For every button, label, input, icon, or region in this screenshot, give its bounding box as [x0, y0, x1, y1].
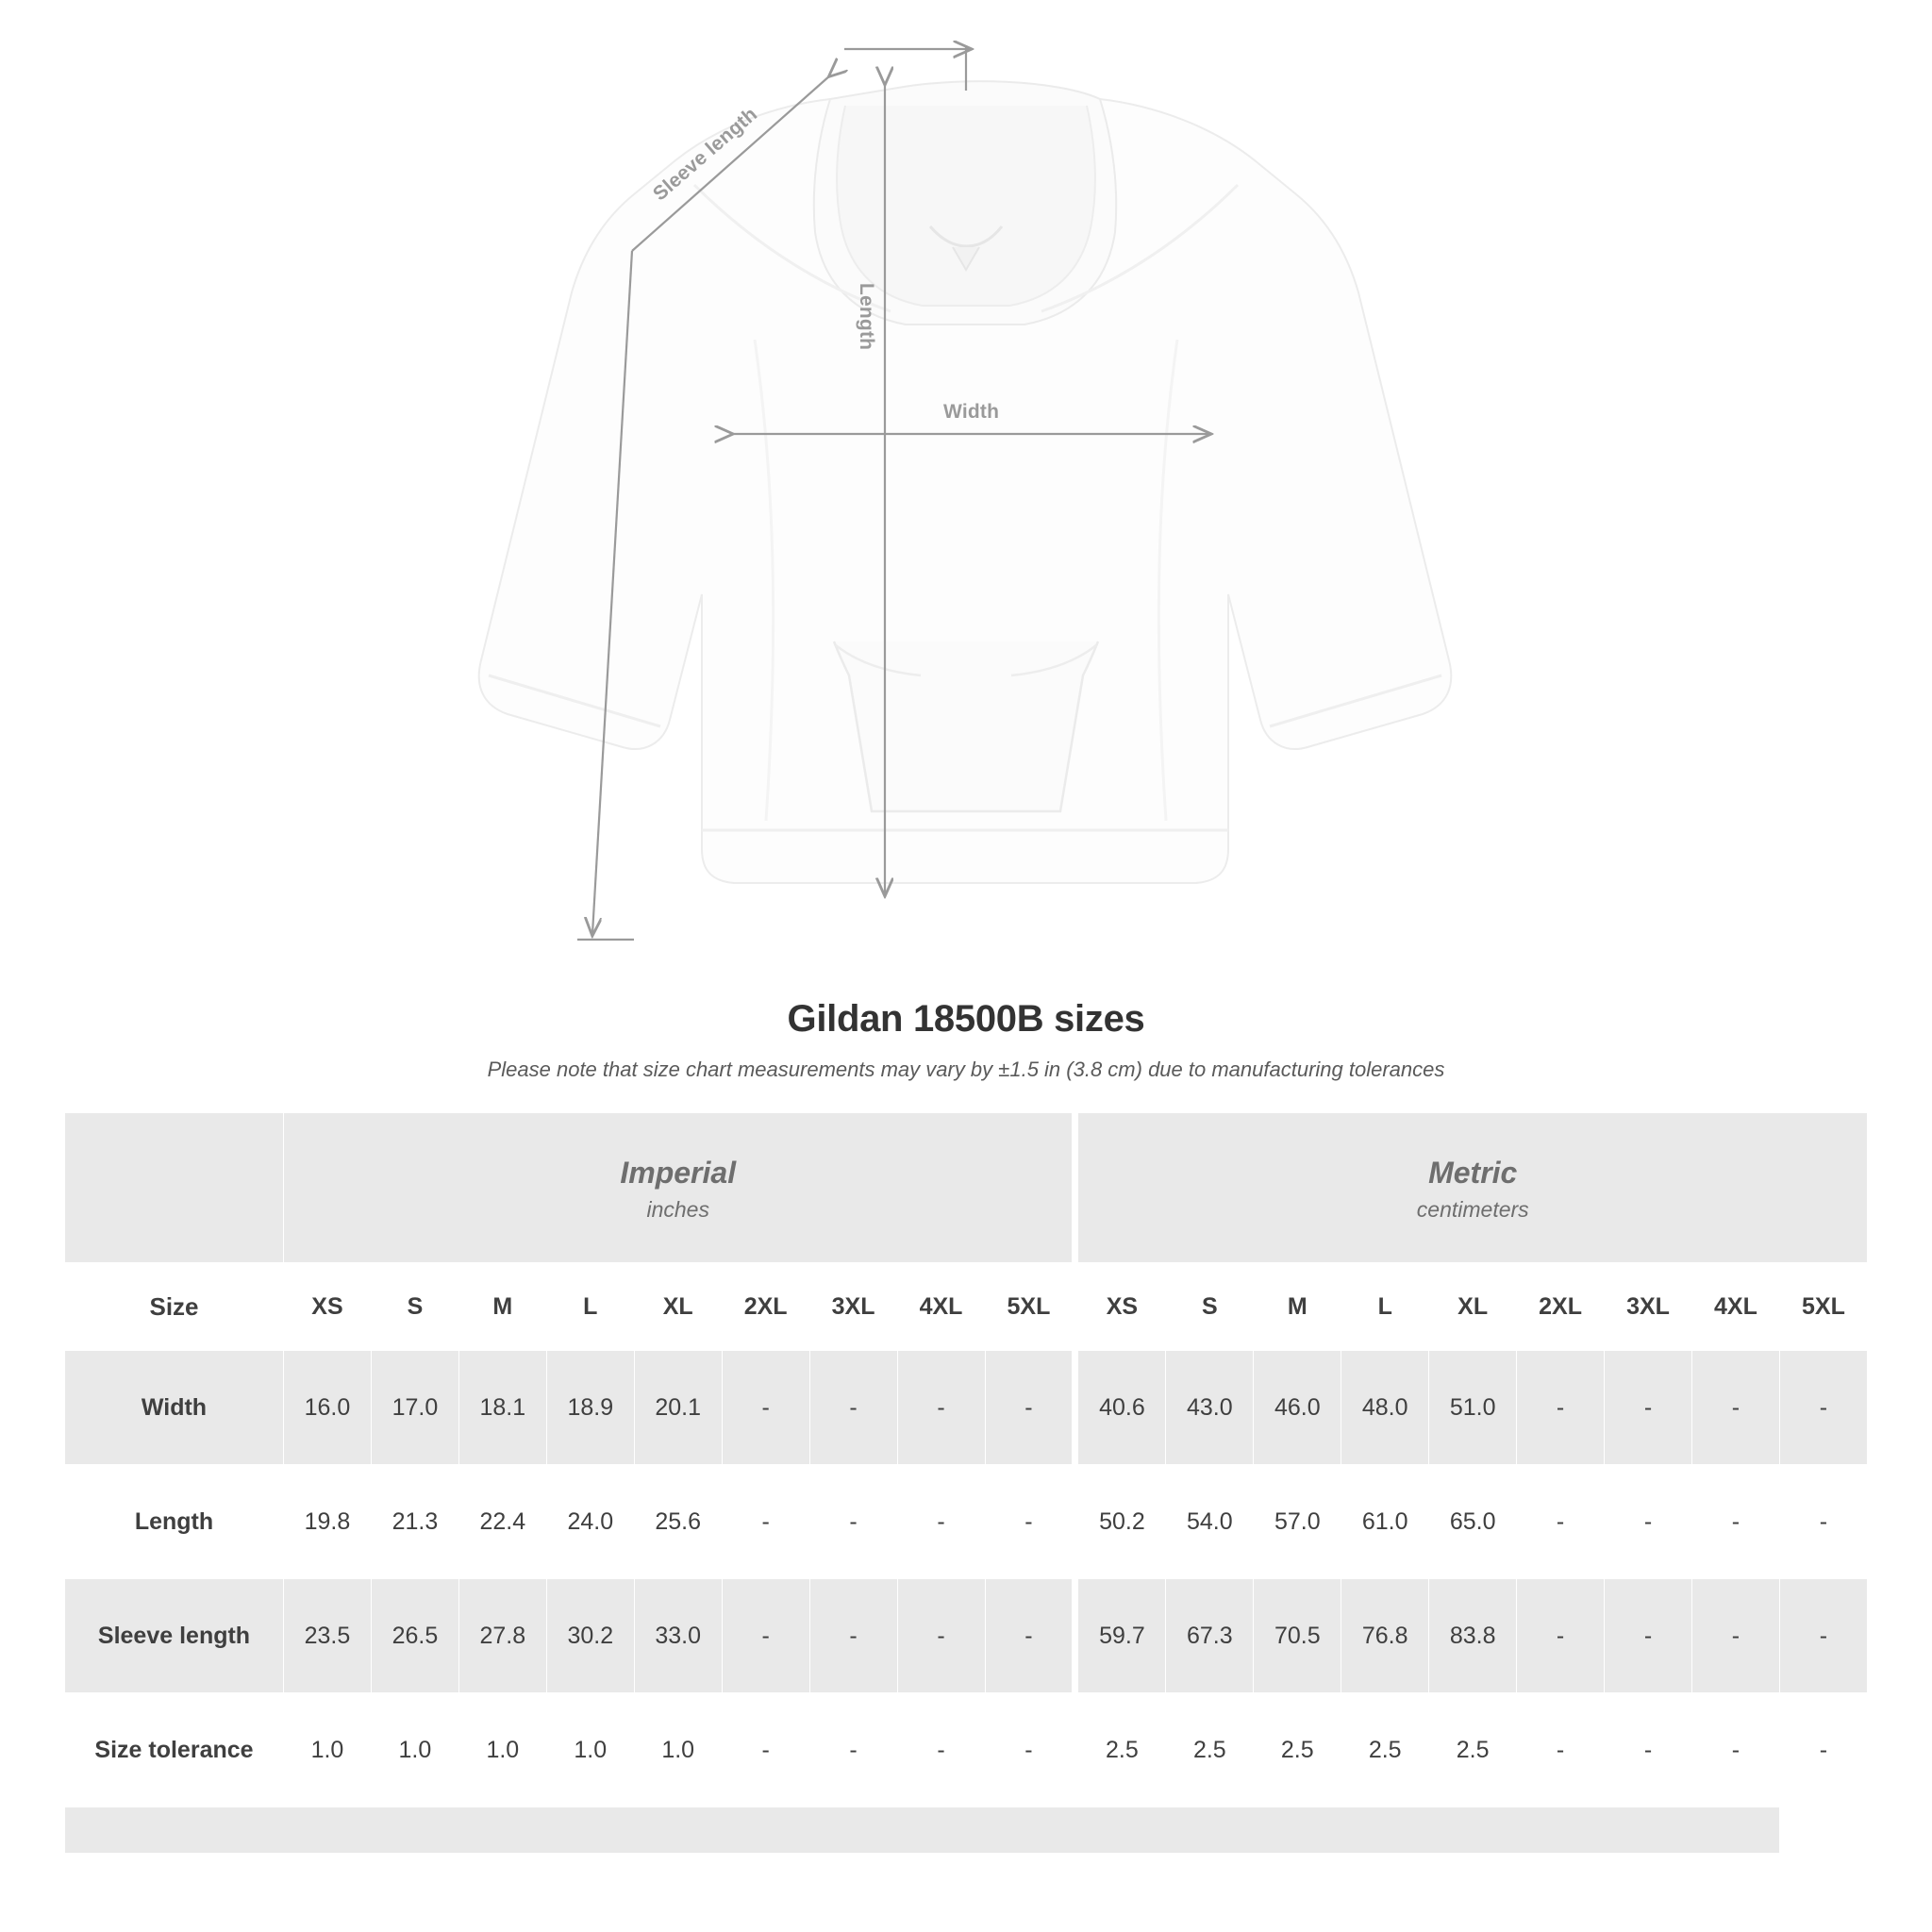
imperial-sub-label: inches	[646, 1196, 709, 1222]
table-footer-strip	[65, 1807, 1868, 1854]
cell-sleeve-imperial-m: 27.8	[458, 1579, 546, 1693]
table-row	[65, 1351, 1868, 1465]
cell-width-metric-5xl: -	[1779, 1351, 1867, 1465]
size-header-metric-xl: XL	[1429, 1263, 1517, 1351]
cell-sleeve-imperial-4xl: -	[897, 1579, 985, 1693]
unit-header-metric	[1078, 1113, 1868, 1263]
cell-width-imperial-xs: 16.0	[284, 1351, 372, 1465]
cell-width-metric-xl: 51.0	[1429, 1351, 1517, 1465]
cell-length-metric-3xl: -	[1605, 1465, 1692, 1579]
cell-tolerance-imperial-3xl: -	[809, 1693, 897, 1807]
cell-tolerance-imperial-4xl: -	[897, 1693, 985, 1807]
cell-length-imperial-3xl: -	[809, 1465, 897, 1579]
cell-length-metric-5xl: -	[1779, 1465, 1867, 1579]
cell-tolerance-metric-xs: 2.5	[1078, 1693, 1166, 1807]
size-header-metric-m: M	[1254, 1263, 1341, 1351]
cell-length-metric-l: 61.0	[1341, 1465, 1429, 1579]
cell-width-metric-2xl: -	[1517, 1351, 1605, 1465]
cell-width-imperial-xl: 20.1	[634, 1351, 722, 1465]
cell-width-imperial-m: 18.1	[458, 1351, 546, 1465]
cell-width-metric-m: 46.0	[1254, 1351, 1341, 1465]
cell-width-imperial-2xl: -	[722, 1351, 809, 1465]
cell-sleeve-imperial-xl: 33.0	[634, 1579, 722, 1693]
unit-header-corner	[65, 1113, 284, 1263]
cell-length-imperial-m: 22.4	[458, 1465, 546, 1579]
size-header-row	[65, 1263, 1868, 1351]
cell-length-imperial-xs: 19.8	[284, 1465, 372, 1579]
cell-sleeve-imperial-xs: 23.5	[284, 1579, 372, 1693]
cell-tolerance-imperial-5xl: -	[985, 1693, 1073, 1807]
width-dimension-label: Width	[943, 401, 1000, 423]
cell-width-metric-4xl: -	[1692, 1351, 1780, 1465]
title-block	[0, 998, 1932, 1082]
cell-tolerance-metric-m: 2.5	[1254, 1693, 1341, 1807]
cell-tolerance-imperial-s: 1.0	[371, 1693, 458, 1807]
cell-tolerance-imperial-xs: 1.0	[284, 1693, 372, 1807]
size-header-imperial-xl: XL	[634, 1263, 722, 1351]
cell-width-metric-3xl: -	[1605, 1351, 1692, 1465]
cell-sleeve-metric-s: 67.3	[1166, 1579, 1254, 1693]
metric-sub-label: centimeters	[1416, 1196, 1529, 1222]
unit-header-imperial	[284, 1113, 1073, 1263]
cell-tolerance-imperial-m: 1.0	[458, 1693, 546, 1807]
row-label-width: Width	[65, 1351, 284, 1465]
cell-length-imperial-5xl: -	[985, 1465, 1073, 1579]
cell-sleeve-imperial-2xl: -	[722, 1579, 809, 1693]
cell-tolerance-metric-2xl: -	[1517, 1693, 1605, 1807]
length-dimension-label: Length	[856, 283, 877, 351]
size-header-imperial-4xl: 4XL	[897, 1263, 985, 1351]
size-header-imperial-3xl: 3XL	[809, 1263, 897, 1351]
cell-length-imperial-4xl: -	[897, 1465, 985, 1579]
size-table	[64, 1112, 1868, 1854]
cell-sleeve-metric-xs: 59.7	[1078, 1579, 1166, 1693]
row-label-length: Length	[65, 1465, 284, 1579]
size-header-imperial-s: S	[371, 1263, 458, 1351]
cell-tolerance-metric-4xl: -	[1692, 1693, 1780, 1807]
cell-length-metric-s: 54.0	[1166, 1465, 1254, 1579]
hoodie-shape	[479, 81, 1452, 883]
page-title: Gildan 18500B sizes	[787, 998, 1145, 1040]
cell-tolerance-imperial-l: 1.0	[546, 1693, 634, 1807]
cell-sleeve-metric-m: 70.5	[1254, 1579, 1341, 1693]
cell-tolerance-metric-3xl: -	[1605, 1693, 1692, 1807]
cell-length-metric-m: 57.0	[1254, 1465, 1341, 1579]
size-header-metric-5xl: 5XL	[1779, 1263, 1867, 1351]
size-header-imperial-l: L	[546, 1263, 634, 1351]
size-header-metric-4xl: 4XL	[1692, 1263, 1780, 1351]
row-label-sleeve-length: Sleeve length	[65, 1579, 284, 1693]
cell-sleeve-metric-5xl: -	[1779, 1579, 1867, 1693]
cell-length-imperial-l: 24.0	[546, 1465, 634, 1579]
cell-tolerance-metric-s: 2.5	[1166, 1693, 1254, 1807]
table-row	[65, 1579, 1868, 1693]
size-header-metric-xs: XS	[1078, 1263, 1166, 1351]
row-label-size-tolerance: Size tolerance	[65, 1693, 284, 1807]
cell-length-metric-xs: 50.2	[1078, 1465, 1166, 1579]
cell-width-metric-xs: 40.6	[1078, 1351, 1166, 1465]
cell-width-imperial-s: 17.0	[371, 1351, 458, 1465]
cell-sleeve-metric-l: 76.8	[1341, 1579, 1429, 1693]
cell-sleeve-metric-3xl: -	[1605, 1579, 1692, 1693]
size-header-metric-l: L	[1341, 1263, 1429, 1351]
cell-width-metric-s: 43.0	[1166, 1351, 1254, 1465]
cell-width-imperial-l: 18.9	[546, 1351, 634, 1465]
unit-header-row	[65, 1113, 1868, 1263]
cell-sleeve-imperial-3xl: -	[809, 1579, 897, 1693]
cell-width-imperial-3xl: -	[809, 1351, 897, 1465]
sleeve-length-dimension-label: Sleeve length	[649, 103, 762, 206]
cell-width-imperial-5xl: -	[985, 1351, 1073, 1465]
size-header-metric-3xl: 3XL	[1605, 1263, 1692, 1351]
table-row	[65, 1693, 1868, 1807]
size-header-imperial-2xl: 2XL	[722, 1263, 809, 1351]
cell-sleeve-metric-4xl: -	[1692, 1579, 1780, 1693]
cell-length-metric-2xl: -	[1517, 1465, 1605, 1579]
size-header-imperial-5xl: 5XL	[985, 1263, 1073, 1351]
size-header-metric-2xl: 2XL	[1517, 1263, 1605, 1351]
cell-length-imperial-xl: 25.6	[634, 1465, 722, 1579]
cell-length-imperial-2xl: -	[722, 1465, 809, 1579]
size-header-label: Size	[65, 1263, 284, 1351]
table-row	[65, 1465, 1868, 1579]
size-header-metric-s: S	[1166, 1263, 1254, 1351]
cell-tolerance-metric-l: 2.5	[1341, 1693, 1429, 1807]
cell-tolerance-imperial-2xl: -	[722, 1693, 809, 1807]
size-header-imperial-xs: XS	[284, 1263, 372, 1351]
cell-tolerance-metric-xl: 2.5	[1429, 1693, 1517, 1807]
cell-length-imperial-s: 21.3	[371, 1465, 458, 1579]
cell-sleeve-imperial-l: 30.2	[546, 1579, 634, 1693]
cell-sleeve-imperial-5xl: -	[985, 1579, 1073, 1693]
cell-width-imperial-4xl: -	[897, 1351, 985, 1465]
size-header-imperial-m: M	[458, 1263, 546, 1351]
size-table-wrapper	[64, 1112, 1868, 1854]
cell-sleeve-imperial-s: 26.5	[371, 1579, 458, 1693]
cell-width-metric-l: 48.0	[1341, 1351, 1429, 1465]
tolerance-note: Please note that size chart measurements may vary by ±1.5 in (3.8 cm) due to manufacturing tolerances	[487, 1058, 1445, 1081]
cell-sleeve-metric-xl: 83.8	[1429, 1579, 1517, 1693]
cell-sleeve-metric-2xl: -	[1517, 1579, 1605, 1693]
metric-label: Metric	[1428, 1155, 1518, 1190]
cell-length-metric-4xl: -	[1692, 1465, 1780, 1579]
cell-length-metric-xl: 65.0	[1429, 1465, 1517, 1579]
cell-tolerance-imperial-xl: 1.0	[634, 1693, 722, 1807]
cell-tolerance-metric-5xl: -	[1779, 1693, 1867, 1807]
imperial-label: Imperial	[620, 1155, 737, 1190]
table-footer-cell	[65, 1807, 1780, 1854]
